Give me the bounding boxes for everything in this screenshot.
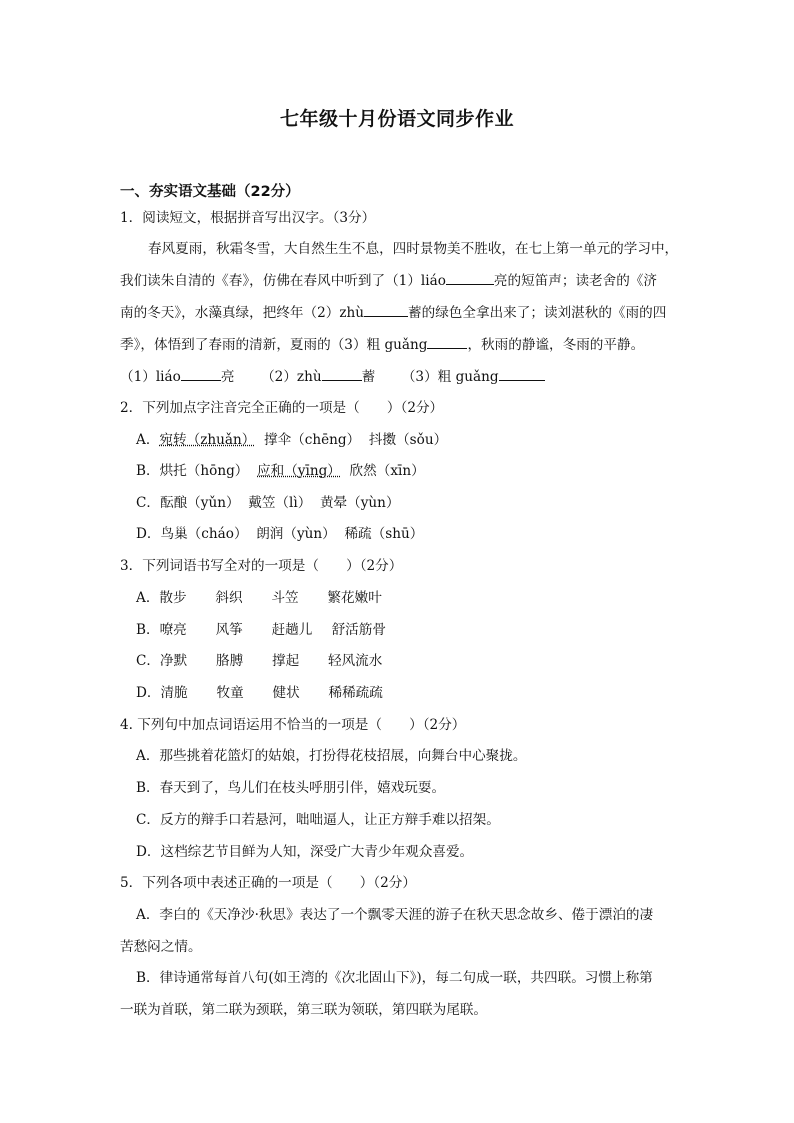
option-item: 风筝 — [215, 622, 243, 638]
option-d: D．这档综艺节目鲜为人知，深受广大青少年观众喜爱。 — [136, 844, 474, 860]
passage-text: 亮的短笛声；读老舍的《济 — [493, 273, 658, 289]
option-letter: C． — [136, 653, 160, 669]
answer-line — [120, 367, 545, 387]
option-letter: B． — [136, 463, 160, 479]
option-item: 烘托（hōng） — [159, 463, 249, 479]
option-item: 戴笠（lì） — [248, 495, 312, 511]
option-item: 斜织 — [215, 590, 243, 606]
option-item: 散步 — [159, 590, 187, 606]
answer-blank[interactable] — [446, 272, 494, 285]
option-item: 宛转（zhuǎn） — [159, 432, 256, 448]
option-item: 撑伞（chēng） — [263, 432, 361, 448]
answer-label: 亮 — [220, 369, 235, 385]
section-heading: 一、夯实语文基础（22分） — [120, 184, 300, 200]
option-item: 黄晕（yùn） — [319, 495, 400, 511]
option-item: 舒活筋骨 — [331, 622, 386, 638]
option-a — [136, 430, 447, 450]
option-item: 酝酿（yǔn） — [160, 495, 240, 511]
option-c — [136, 493, 400, 513]
option-d — [136, 524, 423, 544]
option-item: 抖擞（sǒu） — [368, 432, 448, 448]
answer-blank[interactable] — [499, 368, 545, 381]
option-item: 嘹亮 — [159, 622, 187, 638]
option-item: 鸟巢（cháo） — [160, 526, 248, 542]
option-item: 清脆 — [160, 685, 188, 701]
option-item: 繁花嫩叶 — [327, 590, 382, 606]
option-item: 牧童 — [216, 685, 244, 701]
option-letter: C． — [136, 495, 160, 511]
option-a: A．那些挑着花篮灯的姑娘，打扮得花枝招展，向舞台中心聚拢。 — [136, 748, 527, 764]
option-item: 赶趟儿 — [271, 622, 313, 638]
question-4-stem: 4. 下列句中加点词语运用不恰当的一项是（ ）（2分） — [120, 717, 466, 733]
document-title: 七年级十月份语文同步作业 — [279, 108, 514, 130]
passage-text: 蓄的绿色全拿出来了；读刘湛秋的《雨的四 — [408, 305, 667, 321]
answer-blank[interactable] — [322, 368, 362, 381]
option-b — [136, 461, 425, 481]
option-item: 稀疏（shū） — [344, 526, 424, 542]
option-item: 轻风流水 — [328, 653, 383, 669]
option-c — [136, 651, 382, 671]
option-letter: B． — [136, 622, 160, 638]
option-item: 斗笠 — [271, 590, 299, 606]
option-item: 胳膊 — [216, 653, 244, 669]
passage-line-2 — [120, 271, 657, 291]
option-a — [136, 588, 382, 608]
option-letter: A． — [136, 432, 160, 448]
answer-label: （1）liáo — [120, 369, 181, 385]
option-b-line-1: B．律诗通常每首八句(如王湾的《次北固山下》)，每二句成一联，共四联。习惯上称第 — [136, 970, 653, 986]
passage-text: 我们读朱自清的《春》，仿佛在春风中听到了（1）liáo — [120, 273, 446, 289]
answer-label: （2）zhù — [261, 369, 322, 385]
option-item: 撑起 — [272, 653, 300, 669]
answer-blank[interactable] — [364, 304, 408, 317]
option-d — [136, 683, 383, 703]
passage-line-3 — [120, 303, 666, 323]
answer-label: 蓄 — [361, 369, 376, 385]
option-letter: D． — [136, 526, 161, 542]
option-c: C．反方的辩手口若悬河，咄咄逼人，让正方辩手难以招架。 — [136, 812, 500, 828]
passage-text: 南的冬天》，水藻真绿，把终年（2）zhù — [120, 305, 365, 321]
option-item: 欣然（xīn） — [349, 463, 425, 479]
question-3-stem: 3．下列词语书写全对的一项是（ ）（2分） — [120, 558, 403, 574]
answer-blank[interactable] — [181, 368, 221, 381]
answer-label: （3）粗 guǎng — [401, 369, 499, 385]
passage-line-4 — [120, 335, 644, 355]
answer-blank[interactable] — [427, 336, 467, 349]
option-letter: A． — [136, 590, 160, 606]
option-letter: D． — [136, 685, 161, 701]
option-item: 朗润（yùn） — [256, 526, 336, 542]
option-item: 净默 — [160, 653, 188, 669]
option-item: 健状 — [272, 685, 300, 701]
question-1-stem: 1．阅读短文，根据拼音写出汉字。（3分） — [120, 210, 376, 226]
option-item: 应和（yīng） — [257, 463, 341, 479]
option-a-line-1: A．李白的《天净沙·秋思》表达了一个飘零天涯的游子在秋天思念故乡、倦于漂泊的凄 — [136, 907, 654, 923]
passage-text: ，秋雨的静谧，冬雨的平静。 — [467, 337, 645, 353]
option-b — [136, 620, 386, 640]
passage-line-1: 春风夏雨，秋霜冬雪，大自然生生不息，四时景物美不胜收，在七上第一单元的学习中， — [148, 241, 679, 257]
option-a-line-2: 苦愁闷之情。 — [120, 939, 202, 955]
question-2-stem: 2．下列加点字注音完全正确的一项是（ ）（2分） — [120, 400, 444, 416]
option-item: 稀稀疏疏 — [328, 685, 383, 701]
passage-text: 季》，体悟到了春雨的清新，夏雨的（3）粗 guǎng — [120, 337, 428, 353]
option-b-line-2: 一联为首联，第二联为颈联，第三联为领联，第四联为尾联。 — [120, 1002, 488, 1018]
question-5-stem: 5．下列各项中表述正确的一项是（ ）（2分） — [120, 875, 416, 891]
option-b: B．春天到了，鸟儿们在枝头呼朋引伴，嬉戏玩耍。 — [136, 780, 446, 796]
